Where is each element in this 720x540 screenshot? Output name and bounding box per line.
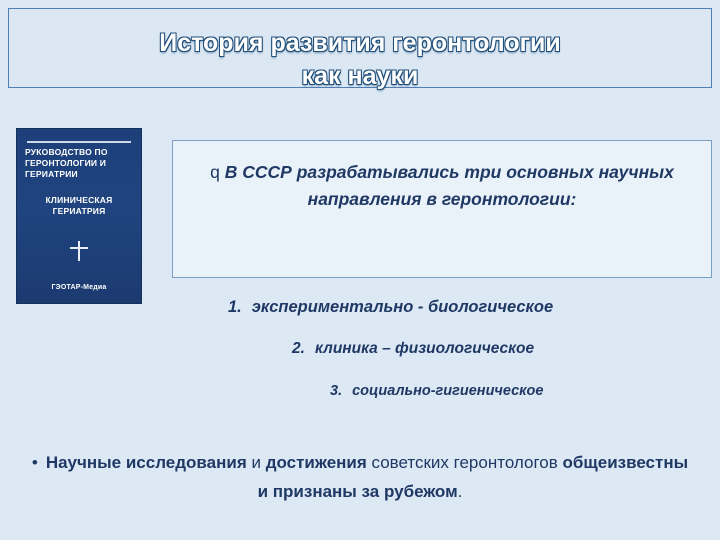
- list-item: [330, 383, 543, 399]
- list-item-label: клиника – физиологическое: [314, 340, 535, 357]
- conclusion-part-5: общеизвестны и признаны за рубежом: [257, 453, 689, 501]
- page-title: [9, 27, 711, 93]
- statement-label: В СССР разрабатывались три основных научных направления в геронтологии:: [224, 162, 674, 209]
- list-item-label: экспериментально - биологическое: [251, 298, 554, 316]
- conclusion-paragraph: [28, 448, 692, 506]
- book-cover-subtitle: КЛИНИЧЕСКАЯ ГЕРИАТРИЯ: [45, 195, 113, 216]
- list-item: [292, 340, 534, 358]
- book-cover-rule: [27, 141, 131, 143]
- book-emblem-icon: [70, 241, 88, 261]
- conclusion-part-4: советских геронтологов: [366, 453, 563, 472]
- statement-box: [172, 140, 712, 278]
- statement-text: [197, 159, 687, 213]
- page-title-line-2: как науки: [301, 62, 419, 90]
- list-item-marker: 3.: [330, 383, 343, 399]
- checkbox-bullet-icon: q: [210, 162, 220, 182]
- book-cover-image: [16, 128, 142, 304]
- list-item-marker: 1.: [228, 298, 242, 316]
- book-cover-publisher: ГЭОТАР-Медиа: [51, 284, 107, 291]
- bullet-icon: •: [31, 453, 38, 472]
- conclusion-part-6: .: [457, 482, 463, 501]
- conclusion-part-3: достижения: [265, 453, 367, 472]
- list-item: [228, 298, 553, 317]
- conclusion-part-2: и: [246, 453, 266, 472]
- conclusion-part-1: Научные исследования: [45, 453, 247, 472]
- list-item-marker: 2.: [292, 340, 305, 357]
- book-cover-title: РУКОВОДСТВО ПО ГЕРОНТОЛОГИИ И ГЕРИАТРИИ: [25, 147, 108, 179]
- page-title-line-1: История развития геронтологии: [159, 29, 561, 57]
- list-item-label: социально-гигиеническое: [352, 383, 544, 399]
- title-box: [8, 8, 712, 88]
